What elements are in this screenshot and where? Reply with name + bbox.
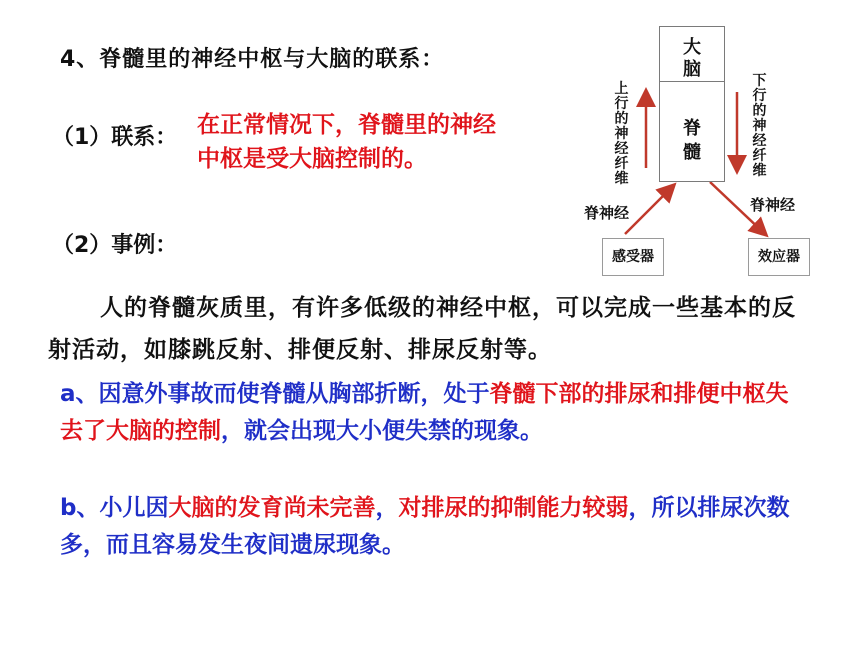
case-b-part3: ， xyxy=(375,495,399,521)
case-a-part1: 、因意外事故而使脊髓从胸部折断，处于 xyxy=(75,381,490,407)
ascending-fiber-label: 上行的神经纤维 xyxy=(614,81,629,187)
column-divider xyxy=(660,81,724,82)
case-b-part4: 对排尿的抑制能力较弱 xyxy=(398,495,629,521)
effector-box: 效应器 xyxy=(748,238,810,276)
case-b-prefix: b xyxy=(60,495,77,521)
connection-text-line1: 在正常情况下，脊髓里的神经 xyxy=(197,112,496,138)
connection-label: （1）联系： xyxy=(52,125,178,150)
case-b-part2: 大脑的发育尚未完善 xyxy=(168,495,376,521)
spinal-cord-label: 脊髓 xyxy=(683,118,701,163)
connection-text-line2: 中枢是受大脑控制的。 xyxy=(197,146,427,172)
descending-fiber-label: 下行的神经纤维 xyxy=(752,73,767,179)
case-a-prefix: a xyxy=(60,381,76,407)
example-label: （2）事例： xyxy=(52,233,178,258)
case-a xyxy=(60,376,800,450)
brain-spinal-column xyxy=(659,26,725,182)
spinal-nerve-right-label: 脊神经 xyxy=(750,196,796,214)
case-a-part3: ，就会出现大小便失禁的现象。 xyxy=(221,418,543,444)
reflex-diagram xyxy=(580,20,840,280)
connection-text xyxy=(197,108,496,176)
intro-paragraph: 人的脊髓灰质里，有许多低级的神经中枢，可以完成一些基本的反射活动，如膝跳反射、排便反射、排尿反射等。 xyxy=(48,294,796,363)
case-a-part2: 脊髓下部的排尿和排便中枢失去了大脑的控制 xyxy=(60,381,789,444)
spinal-nerve-left-label: 脊神经 xyxy=(584,204,630,222)
afferent-arrow xyxy=(625,186,673,234)
case-b-part1: 、小儿因 xyxy=(76,495,169,521)
receptor-box: 感受器 xyxy=(602,238,664,276)
case-b xyxy=(60,490,800,564)
brain-label: 大脑 xyxy=(683,37,701,80)
case-b-part5: ，所以排尿次数多，而且容易发生夜间遗尿现象。 xyxy=(60,495,790,558)
section-heading: 4、脊髓里的神经中枢与大脑的联系： xyxy=(60,47,445,72)
